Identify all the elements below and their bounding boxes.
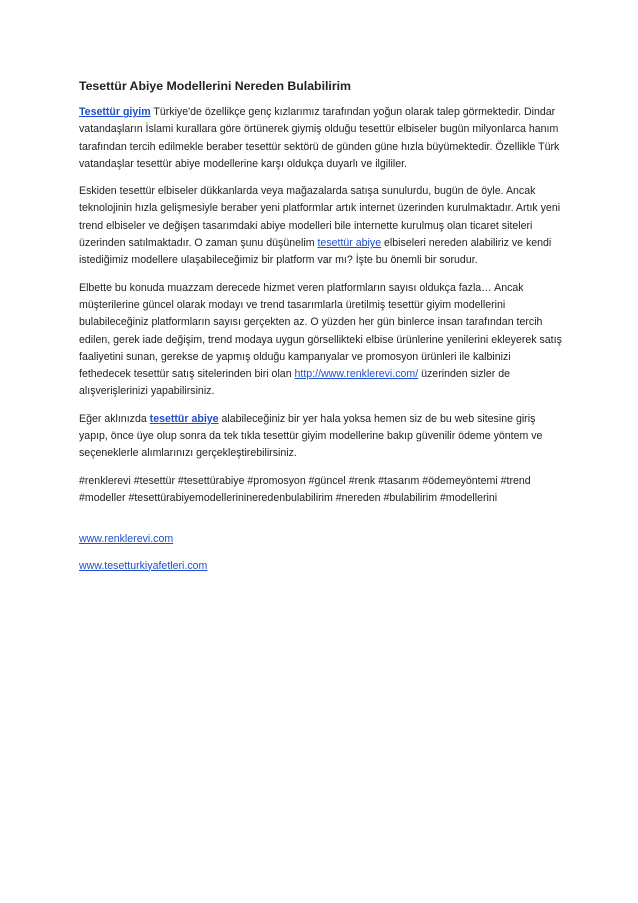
paragraph-2 <box>79 183 563 269</box>
paragraph-1 <box>79 104 563 173</box>
link-tesettur-giyim[interactable]: Tesettür giyim <box>79 106 151 118</box>
link-tesetturkiyafetleri[interactable]: www.tesetturkiyafetleri.com <box>79 559 208 572</box>
paragraph-4-text-after: alabileceğiniz bir yer hala yoksa hemen siz de bu web sitesine giriş yapıp, önce üye olup sonra da tek tıkla tesettür giyim modellerine bakıp güvenilir ödeme yöntem ve seçeneklerle alımlarınızı gerçekleştirebilirsiniz. <box>79 412 543 460</box>
link-tesettur-abiye-bold[interactable]: tesettür abiye <box>149 412 219 425</box>
paragraph-4 <box>79 411 563 463</box>
link-renklerevi-url[interactable]: http://www.renklerevi.com/ <box>294 368 419 381</box>
paragraph-3-text-after: üzerinden sizler de alışverişlerinizi yapabilirsiniz. <box>79 368 511 398</box>
paragraph-1-text: Türkiye'de özellikçe genç kızlarımız tarafından yoğun olarak talep görmektedir. Dindar vatandaşların İslami kurallara göre örtünerek giymiş olduğu tesettür elbiseler bugün milyonlarca hanım tarafından tercih edilmekle beraber tesettür sektörü de günden güne hızla büyümektedir. Özellikle Türk vatandaşlar tesettür abiye modellerine karşı oldukça duyarlı ve ilgililer. <box>79 106 560 170</box>
footer-links <box>79 531 563 575</box>
paragraph-2-text-after: elbiseleri nereden alabiliriz ve kendi istediğimiz modellere ulaşabileceğimiz bir platform var mı? İşte bu önemli bir sorudur. <box>79 237 552 267</box>
hashtags: #renklerevi #tesettür #tesettürabiye #promosyon #güncel #renk #tasarım #ödemeyöntemi #trend #modeller #tesettürabiyemodellerinineredenbulabilirim #nereden #bulabilirim #modellerini <box>79 474 531 504</box>
document-title: Tesettür Abiye Modellerini Nereden Bulabilirim <box>79 79 351 93</box>
link-renklerevi[interactable]: www.renklerevi.com <box>79 533 174 546</box>
paragraph-4-text-before: Eğer aklınızda <box>79 412 150 425</box>
document-page <box>79 78 563 584</box>
paragraph-3-text-before: Elbette bu konuda muazzam derecede hizmet veren platformların sayısı oldukça fazla… Ancak müşterilerine güncel olarak modayı ve trend tasarımlarla üretilmiş tesettür giyim modellerini bulabileceğiniz platformların sayısı gerçekten az. O yüzden her gün binlerce insan tarafından tercih edilen, gerek iade değişim, trend modaya uygun görsellikteki elbise ürünlerine yenilerini ekleyerek satış faaliyetini sunan, gerekse de yapmış olduğu kampanyalar ve promosyon ürünleri ile kalbinizi fethedecek tesettür satış sitelerinden biri olan <box>79 281 562 381</box>
paragraph-2-text-before: Eskiden tesettür elbiseler dükkanlarda veya mağazalarda satışa sunulurdu, bugün de öyle. Ancak teknolojinin hızla gelişmesiyle beraber yeni platformlar artık internet üzerinden kurulmaktadır. Artık yeni trend elbiseler ve değişen tasarımdaki abiye modelleri bile internette kurulmuş olan ticaret siteleri üzerinden satılmaktadır. O zaman şunu düşünelim <box>79 185 561 250</box>
link-tesettur-abiye[interactable]: tesettür abiye <box>317 237 382 250</box>
paragraph-3 <box>79 280 563 401</box>
